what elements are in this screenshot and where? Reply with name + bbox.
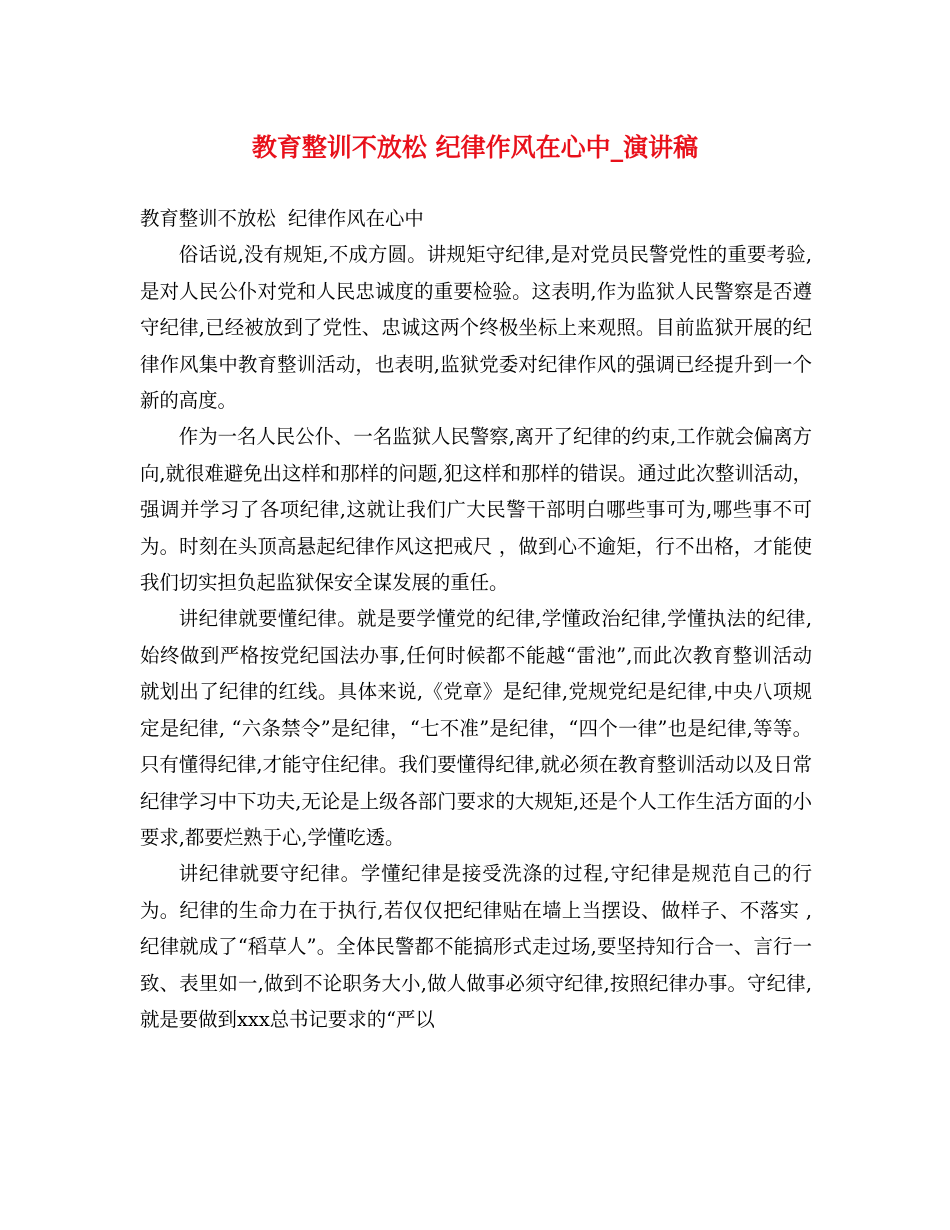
paragraph-1: 俗话说,没有规矩,不成方圆。讲规矩守纪律,是对党员民警党性的重要考验,是对人民公仆对党和人民忠诚度的重要检验。这表明,作为监狱人民警察是否遵守纪律,已经被放到了党性、忠诚这两个终极坐标上来观照。目前监狱开展的纪律作风集中教育整训活动，也表明,监狱党委对纪律作风的强调已经提升到一个新的高度。 — [140, 243, 812, 413]
paragraph-2: 作为一名人民公仆、一名监狱人民警察,离开了纪律的约束,工作就会偏离方向,就很难避免出这样和那样的问题,犯这样和那样的错误。通过此次整训活动，强调并学习了各项纪律,这就让我们广大民警干部明白哪些事可为,哪些事不可为。时刻在头顶高悬起纪律作风这把戒尺 ，做到心不逾矩，行不出格，才能使我们切实担负起监狱保安全谋发展的重任。 — [140, 425, 812, 595]
paragraph-3: 讲纪律就要懂纪律。就是要学懂党的纪律,学懂政治纪律,学懂执法的纪律,始终做到严格按党纪国法办事,任何时候都不能越“雷池”,而此次教育整训活动就划出了纪律的红线。具体来说,《党章》是纪律,党规党纪是纪律,中央八项规定是纪律, “六条禁令”是纪律，“七不准”是纪律，“四个一律”也是纪律,等等。只有懂得纪律,才能守住纪律。我们要懂得纪律,就必须在教育整训活动以及日常纪律学习中下功夫,无论是上级各部门要求的大规矩,还是个人工作生活方面的小要求,都要烂熟于心,学懂吃透。 — [140, 607, 812, 849]
document-body — [140, 201, 812, 1038]
document-title: 教育整训不放松 纪律作风在心中_演讲稿 — [251, 133, 699, 162]
paragraph-4: 讲纪律就要守纪律。学懂纪律是接受洗涤的过程,守纪律是规范自己的行为。纪律的生命力在于执行,若仅仅把纪律贴在墙上当摆设、做样子、不落实 ,纪律就成了“稻草人”。全体民警都不能搞形式走过场,要坚持知行合一、言行一致、表里如一,做到不论职务大小,做人做事必须守纪律,按照纪律办事。守纪律,就是要做到xxx总书记要求的“严以 — [140, 862, 812, 1031]
document-subtitle: 教育整训不放松 纪律作风在心中 — [140, 207, 424, 230]
